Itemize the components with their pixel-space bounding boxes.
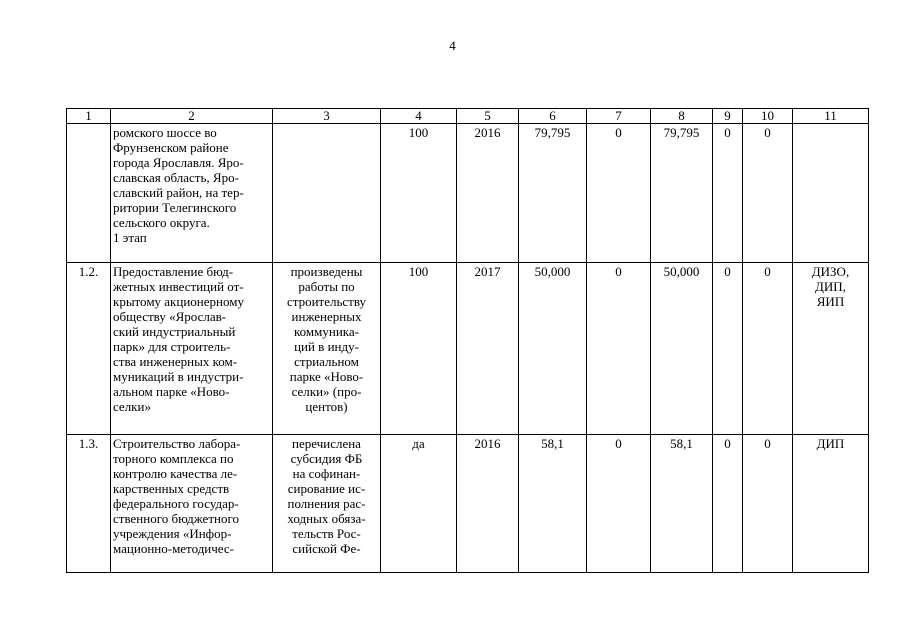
cell-text-line: сийской Фе- bbox=[292, 541, 361, 556]
cell-text-line: центов) bbox=[305, 399, 348, 414]
cell-text-line: инженерных bbox=[291, 309, 362, 324]
cell-text-line: города Ярославля. Яро- bbox=[113, 155, 244, 170]
header-cell: 8 bbox=[651, 109, 713, 124]
amount-cell: 0 bbox=[587, 435, 651, 573]
value-cell: 100 bbox=[381, 263, 457, 435]
cell-text-line: ства инженерных ком- bbox=[113, 354, 238, 369]
cell-text-line: парке «Ново- bbox=[289, 369, 364, 384]
cell-text-line: федерального государ- bbox=[113, 496, 239, 511]
cell-text-line: ций в инду- bbox=[294, 339, 359, 354]
item-number-cell: 1.2. bbox=[67, 263, 111, 435]
cell-text-line: стриальном bbox=[294, 354, 359, 369]
item-number-cell: 1.3. bbox=[67, 435, 111, 573]
amount-cell: 0 bbox=[713, 435, 743, 573]
header-cell: 9 bbox=[713, 109, 743, 124]
header-cell: 2 bbox=[111, 109, 273, 124]
header-cell: 11 bbox=[793, 109, 869, 124]
amount-cell: 0 bbox=[743, 124, 793, 263]
cell-text-line: ДИП, bbox=[815, 279, 846, 294]
amount-cell: 58,1 bbox=[651, 435, 713, 573]
header-cell: 6 bbox=[519, 109, 587, 124]
amount-cell: 50,000 bbox=[651, 263, 713, 435]
header-cell: 10 bbox=[743, 109, 793, 124]
year-cell: 2016 bbox=[457, 435, 519, 573]
cell-text-line: на софинан- bbox=[292, 466, 361, 481]
cell-text-line: контролю качества ле- bbox=[113, 466, 238, 481]
amount-cell: 50,000 bbox=[519, 263, 587, 435]
cell-text-line: крытому акционерному bbox=[113, 294, 244, 309]
cell-text-line: парк» для строитель- bbox=[113, 339, 231, 354]
cell-text-line: коммуника- bbox=[294, 324, 359, 339]
header-cell: 7 bbox=[587, 109, 651, 124]
cell-text-line: произведены bbox=[290, 264, 363, 279]
cell-text-line: учреждения «Инфор- bbox=[113, 526, 232, 541]
cell-text-line: славский район, на тер- bbox=[113, 185, 244, 200]
item-number-cell bbox=[67, 124, 111, 263]
description-cell bbox=[111, 263, 273, 435]
year-cell: 2017 bbox=[457, 263, 519, 435]
cell-text-line: альном парке «Ново- bbox=[113, 384, 230, 399]
cell-text-line: ский индустриальный bbox=[113, 324, 236, 339]
description-cell bbox=[111, 124, 273, 263]
amount-cell: 0 bbox=[743, 435, 793, 573]
cell-text-line: ромского шоссе во bbox=[113, 125, 217, 140]
cell-text-line: муникаций в индустри- bbox=[113, 369, 244, 384]
amount-cell: 0 bbox=[743, 263, 793, 435]
header-cell: 3 bbox=[273, 109, 381, 124]
cell-text-line: тельств Рос- bbox=[292, 526, 361, 541]
cell-text-line: полнения рас- bbox=[287, 496, 366, 511]
cell-text-line: строительству bbox=[286, 294, 367, 309]
table-row bbox=[67, 435, 869, 573]
cell-text-line: жетных инвестиций от- bbox=[113, 279, 244, 294]
cell-text-line: Строительство лабора- bbox=[113, 436, 241, 451]
cell-text-line: перечислена bbox=[292, 436, 361, 451]
executor-cell bbox=[793, 435, 869, 573]
cell-text-line: ритории Телегинского bbox=[113, 200, 237, 215]
executor-cell bbox=[793, 124, 869, 263]
cell-text-line: сельского округа. bbox=[113, 215, 210, 230]
amount-cell: 79,795 bbox=[519, 124, 587, 263]
data-table bbox=[66, 108, 869, 573]
amount-cell: 79,795 bbox=[651, 124, 713, 263]
year-cell: 2016 bbox=[457, 124, 519, 263]
amount-cell: 0 bbox=[587, 263, 651, 435]
cell-text-line: сирование ис- bbox=[287, 481, 366, 496]
amount-cell: 58,1 bbox=[519, 435, 587, 573]
cell-text-line: работы по bbox=[298, 279, 355, 294]
cell-text-line: селки» bbox=[113, 399, 151, 414]
table-row bbox=[67, 263, 869, 435]
cell-text-line: Фрунзенском районе bbox=[113, 140, 229, 155]
cell-text-line: ДИП bbox=[816, 436, 845, 451]
indicator-cell bbox=[273, 435, 381, 573]
cell-text-line: карственных средств bbox=[113, 481, 230, 496]
cell-text-line: Предоставление бюд- bbox=[113, 264, 234, 279]
cell-text-line: мационно-методичес- bbox=[113, 541, 234, 556]
amount-cell: 0 bbox=[587, 124, 651, 263]
cell-text-line: славская область, Яро- bbox=[113, 170, 239, 185]
cell-text-line: торного комплекса по bbox=[113, 451, 234, 466]
cell-text-line: обществу «Ярослав- bbox=[113, 309, 227, 324]
cell-text-line: ходных обяза- bbox=[287, 511, 366, 526]
cell-text-line: 1 этап bbox=[113, 230, 147, 245]
executor-cell bbox=[793, 263, 869, 435]
table-row bbox=[67, 124, 869, 263]
value-cell: 100 bbox=[381, 124, 457, 263]
header-cell: 4 bbox=[381, 109, 457, 124]
page-number: 4 bbox=[449, 38, 456, 53]
value-cell: да bbox=[381, 435, 457, 573]
indicator-cell bbox=[273, 124, 381, 263]
indicator-cell bbox=[273, 263, 381, 435]
cell-text-line: ственного бюджетного bbox=[113, 511, 239, 526]
cell-text-line: селки» (про- bbox=[291, 384, 362, 399]
amount-cell: 0 bbox=[713, 124, 743, 263]
amount-cell: 0 bbox=[713, 263, 743, 435]
cell-text-line: ЯИП bbox=[816, 294, 845, 309]
description-cell bbox=[111, 435, 273, 573]
cell-text-line: субсидия ФБ bbox=[290, 451, 363, 466]
table-header-row bbox=[67, 109, 869, 124]
cell-text-line: ДИЗО, bbox=[811, 264, 850, 279]
header-cell: 1 bbox=[67, 109, 111, 124]
header-cell: 5 bbox=[457, 109, 519, 124]
